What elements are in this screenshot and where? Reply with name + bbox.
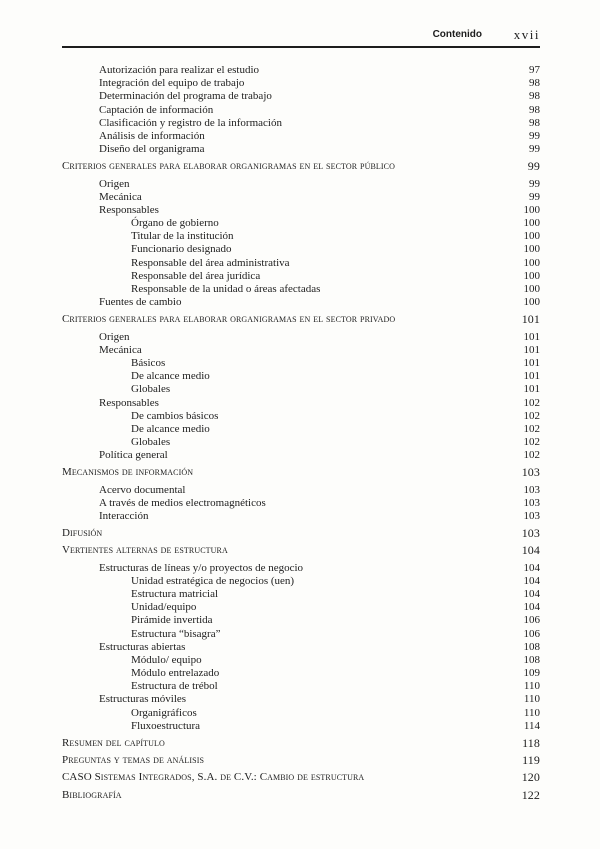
toc-section-heading [62,313,540,326]
toc-entry-title: Preguntas y temas de análisis [62,754,205,767]
toc-entry-title: Básicos [131,356,166,369]
toc-entry-page: 101 [523,383,540,396]
toc-entry-title: Bibliografía [62,788,122,801]
toc-section-heading [62,789,540,802]
toc-entry-page: 100 [523,217,540,230]
toc-entry-page: 98 [529,116,540,129]
toc-entry-title: Responsables [99,203,159,216]
toc-entry-title: Responsable del área administrativa [131,256,290,269]
toc-entry [62,90,540,103]
toc-entry-title: Estructura “bisagra” [131,627,221,640]
toc-entry [62,397,540,410]
toc-entry-title: De alcance medio [131,370,210,383]
toc-entry-page: 102 [523,396,540,409]
toc-entry [62,217,540,230]
toc-entry [62,64,540,77]
toc-entry-title: Integración del equipo de trabajo [99,77,245,90]
toc-entry-page: 101 [521,312,540,327]
toc-entry-title: A través de medios electromagnéticos [99,496,266,509]
toc-entry-page: 110 [523,706,540,719]
toc-section-heading [62,544,540,557]
toc-entry-title: Autorización para realizar el estudio [99,64,260,76]
toc-entry-page: 119 [522,753,540,768]
toc-entry [62,270,540,283]
toc-entry-page: 106 [523,627,540,640]
toc-entry [62,117,540,130]
toc-entry-page: 98 [529,103,540,116]
toc-entry-page: 109 [523,667,540,680]
toc-entry [62,707,540,720]
toc-entry-title: Captación de información [99,103,214,116]
toc-entry-title: Estructuras de líneas y/o proyectos de negocio [99,561,304,574]
toc-entry-page: 104 [521,543,540,558]
toc-entry-title: Interacción [99,510,149,522]
toc-entry-page: 104 [523,601,540,614]
toc-entry-page: 118 [522,736,540,750]
toc-entry-page: 103 [523,496,540,509]
toc-entry [62,143,540,156]
toc-section-heading [62,160,540,173]
toc-entry [62,497,540,510]
toc-entry-title: De cambios básicos [131,409,219,422]
toc-entry-title: Criterios generales para elaborar organigramas en el sector privado [62,313,396,326]
toc-entry-page: 100 [523,269,540,282]
toc-entry-page: 103 [523,510,540,522]
toc-entry [62,654,540,667]
toc-entry-title: Estructuras abiertas [99,640,186,653]
toc-entry-page: 101 [523,330,540,343]
toc-entry-page: 108 [523,640,540,653]
toc-entry-title: Estructura de trébol [131,680,218,693]
toc-entry-page: 103 [521,465,540,480]
toc-entry-page: 122 [521,787,540,802]
toc-entry-title: Política general [99,449,168,462]
toc-entry-title: Difusión [62,527,103,540]
toc-entry [62,575,540,588]
table-of-contents [62,64,540,806]
toc-entry-title: Estructura matricial [131,587,219,600]
toc-entry-page: 102 [523,436,540,449]
toc-section-heading [62,754,540,767]
toc-entry-title: De alcance medio [131,422,210,435]
toc-entry-title: Pirámide invertida [131,614,213,627]
toc-entry [62,667,540,680]
toc-entry-title: Mecánica [99,343,142,356]
toc-entry [62,680,540,693]
toc-entry [62,628,540,641]
toc-entry [62,510,540,523]
toc-entry [62,77,540,90]
toc-entry-title: Criterios generales para elaborar organigramas en el sector público [62,160,395,173]
toc-entry [62,588,540,601]
toc-section-heading [62,527,540,540]
toc-entry-title: Resumen del capítulo [62,737,165,749]
toc-entry [62,191,540,204]
toc-entry-page: 102 [523,409,540,422]
toc-entry [62,614,540,627]
toc-entry-title: Titular de la institución [131,230,234,243]
toc-entry [62,720,540,733]
toc-entry-page: 101 [523,356,540,369]
toc-entry [62,257,540,270]
toc-entry [62,370,540,383]
toc-entry [62,243,540,256]
toc-entry-page: 110 [523,693,540,706]
toc-entry-page: 103 [521,526,540,541]
toc-entry [62,423,540,436]
toc-entry-page: 100 [523,256,540,269]
toc-section-heading [62,771,540,784]
toc-entry-page: 99 [529,143,540,156]
toc-entry-title: Determinación del programa de trabajo [99,90,272,103]
toc-entry [62,562,540,575]
toc-entry-title: Módulo/ equipo [131,653,202,666]
toc-entry [62,410,540,423]
toc-entry-title: Vertientes alternas de estructura [62,544,228,557]
toc-entry-page: 100 [523,283,540,295]
toc-entry-page: 99 [529,177,540,190]
toc-entry [62,344,540,357]
header-section-title: Contenido [432,29,482,40]
toc-entry-title: Globales [131,436,171,449]
toc-entry-title: Fluxoestructura [131,719,201,732]
toc-entry-page: 103 [523,483,540,496]
toc-entry-title: Análisis de información [99,129,205,142]
toc-entry-title: Estructuras móviles [99,693,187,706]
toc-entry-title: Origen [99,177,130,190]
toc-entry [62,693,540,706]
toc-entry-page: 114 [523,719,540,732]
toc-entry [62,104,540,117]
toc-entry-title: Responsable del área jurídica [131,269,261,282]
toc-entry [62,436,540,449]
toc-entry-page: 100 [523,230,540,243]
header-rule [62,46,540,48]
toc-entry-title: Unidad estratégica de negocios (uen) [131,574,295,587]
toc-entry-page: 97 [529,64,540,76]
toc-entry [62,296,540,309]
toc-section-heading [62,466,540,479]
toc-entry-title: Clasificación y registro de la información [99,116,282,129]
toc-entry-title: Acervo documental [99,483,186,496]
toc-entry-title: Responsable de la unidad o áreas afectadas [131,283,321,295]
toc-entry-page: 98 [529,77,540,90]
toc-section-heading [62,737,540,750]
toc-entry-page: 101 [523,343,540,356]
toc-entry-title: Funcionario designado [131,243,232,256]
toc-entry-page: 99 [529,190,540,203]
running-header [62,27,540,43]
toc-entry [62,230,540,243]
toc-entry [62,357,540,370]
toc-entry-title: Fuentes de cambio [99,296,182,309]
toc-entry-title: Unidad/equipo [131,601,197,614]
toc-entry [62,178,540,191]
toc-entry-page: 100 [523,296,540,309]
toc-entry-title: Mecanismos de información [62,466,194,479]
toc-entry [62,204,540,217]
toc-entry-title: Órgano de gobierno [131,217,219,230]
toc-entry [62,449,540,462]
toc-entry-page: 104 [523,561,540,574]
toc-entry [62,283,540,296]
toc-entry-title: CASO Sistemas Integrados, S.A. de C.V.: Cambio de estructura [62,771,365,784]
toc-entry-page: 104 [523,587,540,600]
toc-entry [62,641,540,654]
toc-entry-page: 99 [527,159,540,174]
toc-entry-page: 100 [523,243,540,256]
toc-entry-title: Globales [131,383,171,396]
toc-entry-title: Organigráficos [131,706,197,719]
toc-entry-page: 98 [529,90,540,103]
toc-entry-page: 100 [523,203,540,216]
toc-entry-title: Responsables [99,396,159,409]
toc-entry [62,130,540,143]
toc-entry-title: Mecánica [99,190,142,203]
toc-entry-page: 99 [529,129,540,142]
toc-entry [62,331,540,344]
toc-entry-page: 102 [523,449,540,462]
toc-entry-page: 104 [523,574,540,587]
toc-entry [62,484,540,497]
toc-entry-title: Diseño del organigrama [99,143,205,156]
toc-entry-page: 120 [521,770,540,785]
toc-entry-page: 110 [523,680,540,693]
page-number: xvii [513,27,540,42]
toc-entry-page: 102 [523,422,540,435]
toc-entry [62,383,540,396]
toc-entry [62,601,540,614]
toc-entry-title: Módulo entrelazado [131,667,220,680]
toc-entry-page: 106 [523,614,540,627]
toc-entry-page: 108 [523,653,540,666]
toc-entry-title: Origen [99,330,130,343]
toc-entry-page: 101 [523,370,540,383]
